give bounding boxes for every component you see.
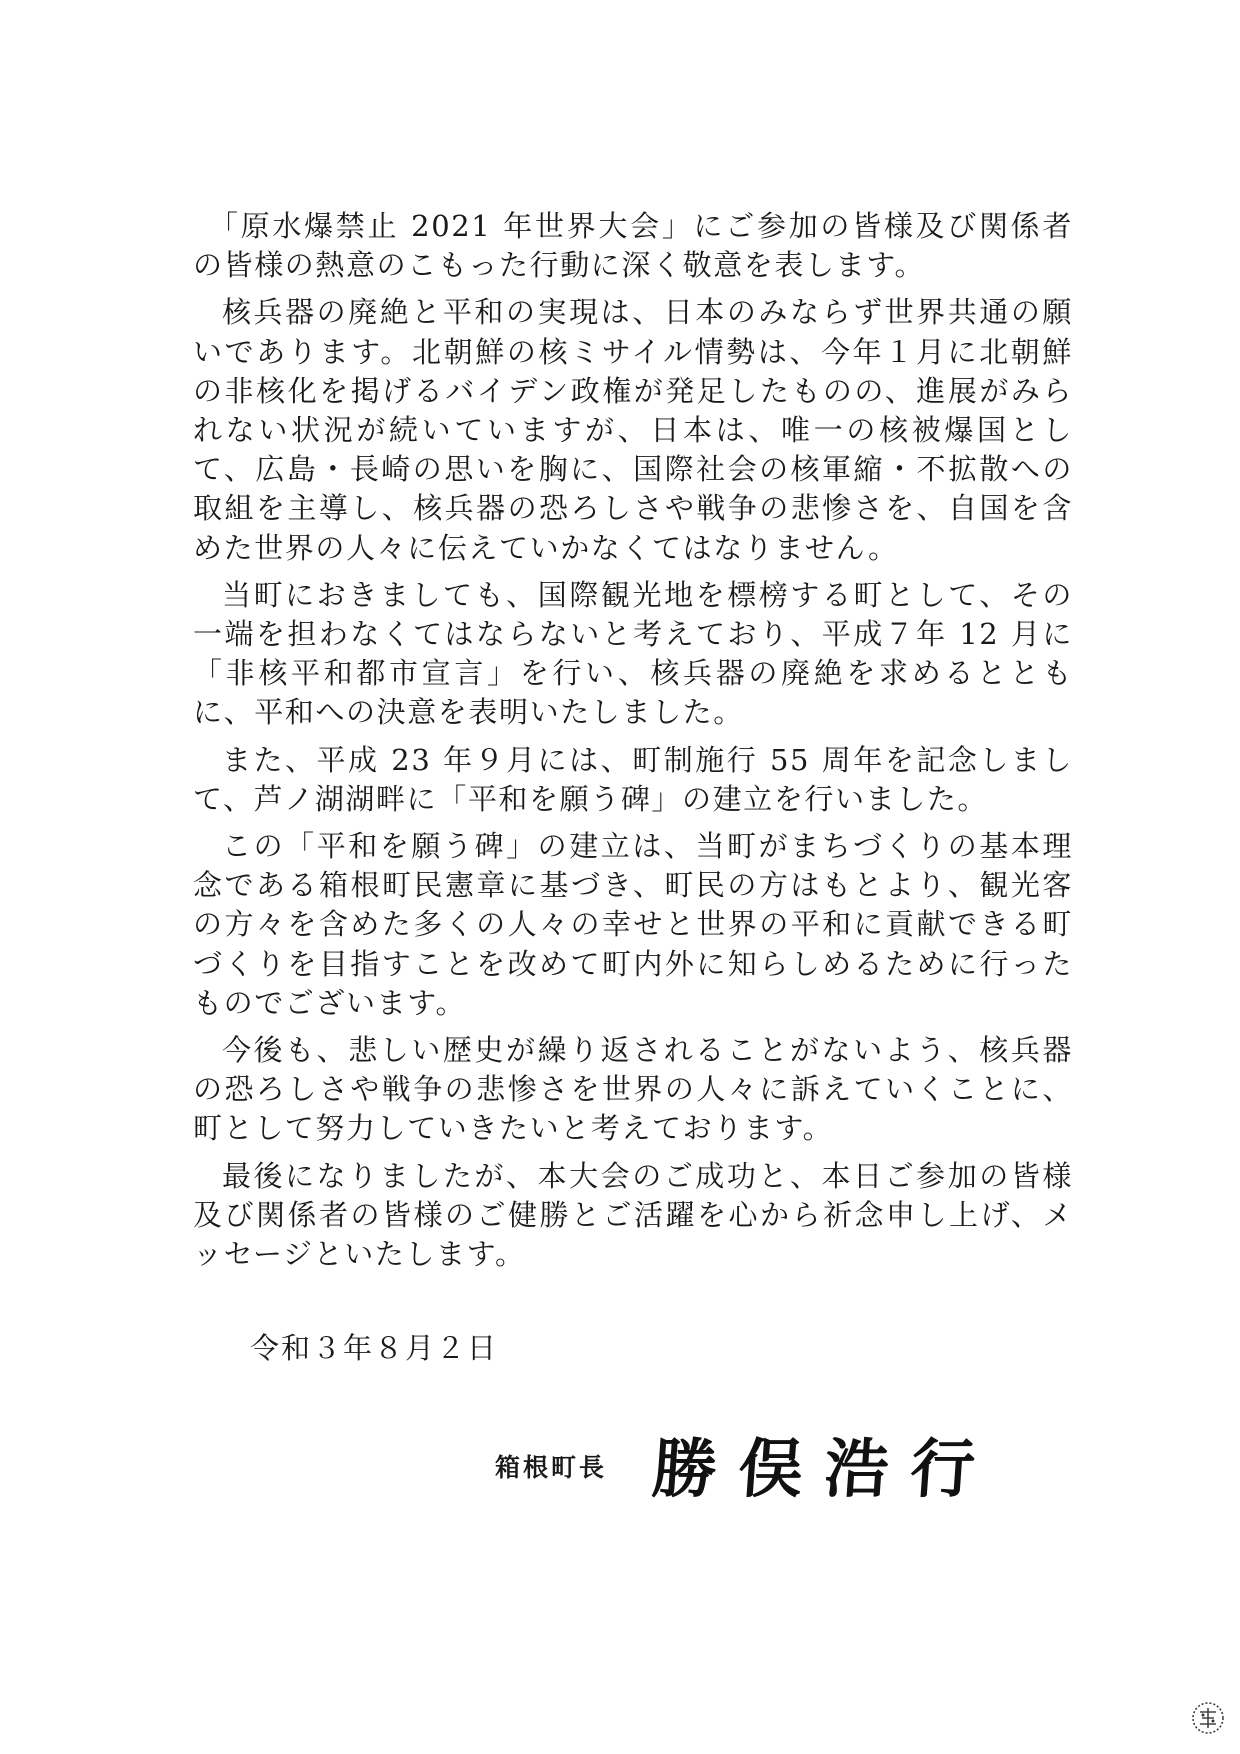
paragraph-1: 「原水爆禁止 2021 年世界大会」にご参加の皆様及び関係者の皆様の熱意のこもった行動に深く敬意を表します。 (193, 209, 1073, 283)
signatory-name: 勝俣浩行 (649, 1432, 1000, 1507)
paragraph-4: また、平成 23 年９月には、町制施行 55 周年を記念しまして、芦ノ湖湖畔に「平和を願う碑」の建立を行いました。 (193, 742, 1073, 816)
paragraph-7: 最後になりましたが、本大会のご成功と、本日ご参加の皆様及び関係者の皆様のご健勝とご活躍を心から祈念申し上げ、メッセージといたします。 (193, 1158, 1073, 1272)
message-body (193, 207, 1073, 1282)
paragraph-3: 当町におきましても、国際観光地を標榜する町として、その一端を担わなくてはならないと考えており、平成７年 12 月に「非核平和都市宣言」を行い、核兵器の廃絶を求めるとともに、平和への決意を表明いたしました。 (193, 577, 1073, 730)
paragraph-6: 今後も、悲しい歴史が繰り返されることがないよう、核兵器の恐ろしさや戦争の悲惨さを世界の人々に訴えていくことに、町として努力していきたいと考えております。 (193, 1033, 1073, 1146)
document-date: 令和３年８月２日 (250, 1331, 499, 1365)
signatory-title: 箱根町長 (495, 1453, 608, 1482)
seal-stamp-icon (1190, 1700, 1226, 1736)
paragraph-2: 核兵器の廃絶と平和の実現は、日本のみならず世界共通の願いであります。北朝鮮の核ミサイル情勢は、今年１月に北朝鮮の非核化を掲げるバイデン政権が発足したものの、進展がみられない状況が続いていますが、日本は、唯一の核被爆国として、広島・長崎の思いを胸に、国際社会の核軍縮・不拡散への取組を主導し、核兵器の恐ろしさや戦争の悲惨さを、自国を含めた世界の人々に伝えていかなくてはなりません。 (193, 295, 1073, 565)
paragraph-5: この「平和を願う碑」の建立は、当町がまちづくりの基本理念である箱根町民憲章に基づき、町民の方はもとより、観光客の方々を含めた多くの人々の幸せと世界の平和に貢献できる町づくりを目指すことを改めて町内外に知らしめるために行ったものでございます。 (193, 829, 1073, 1020)
